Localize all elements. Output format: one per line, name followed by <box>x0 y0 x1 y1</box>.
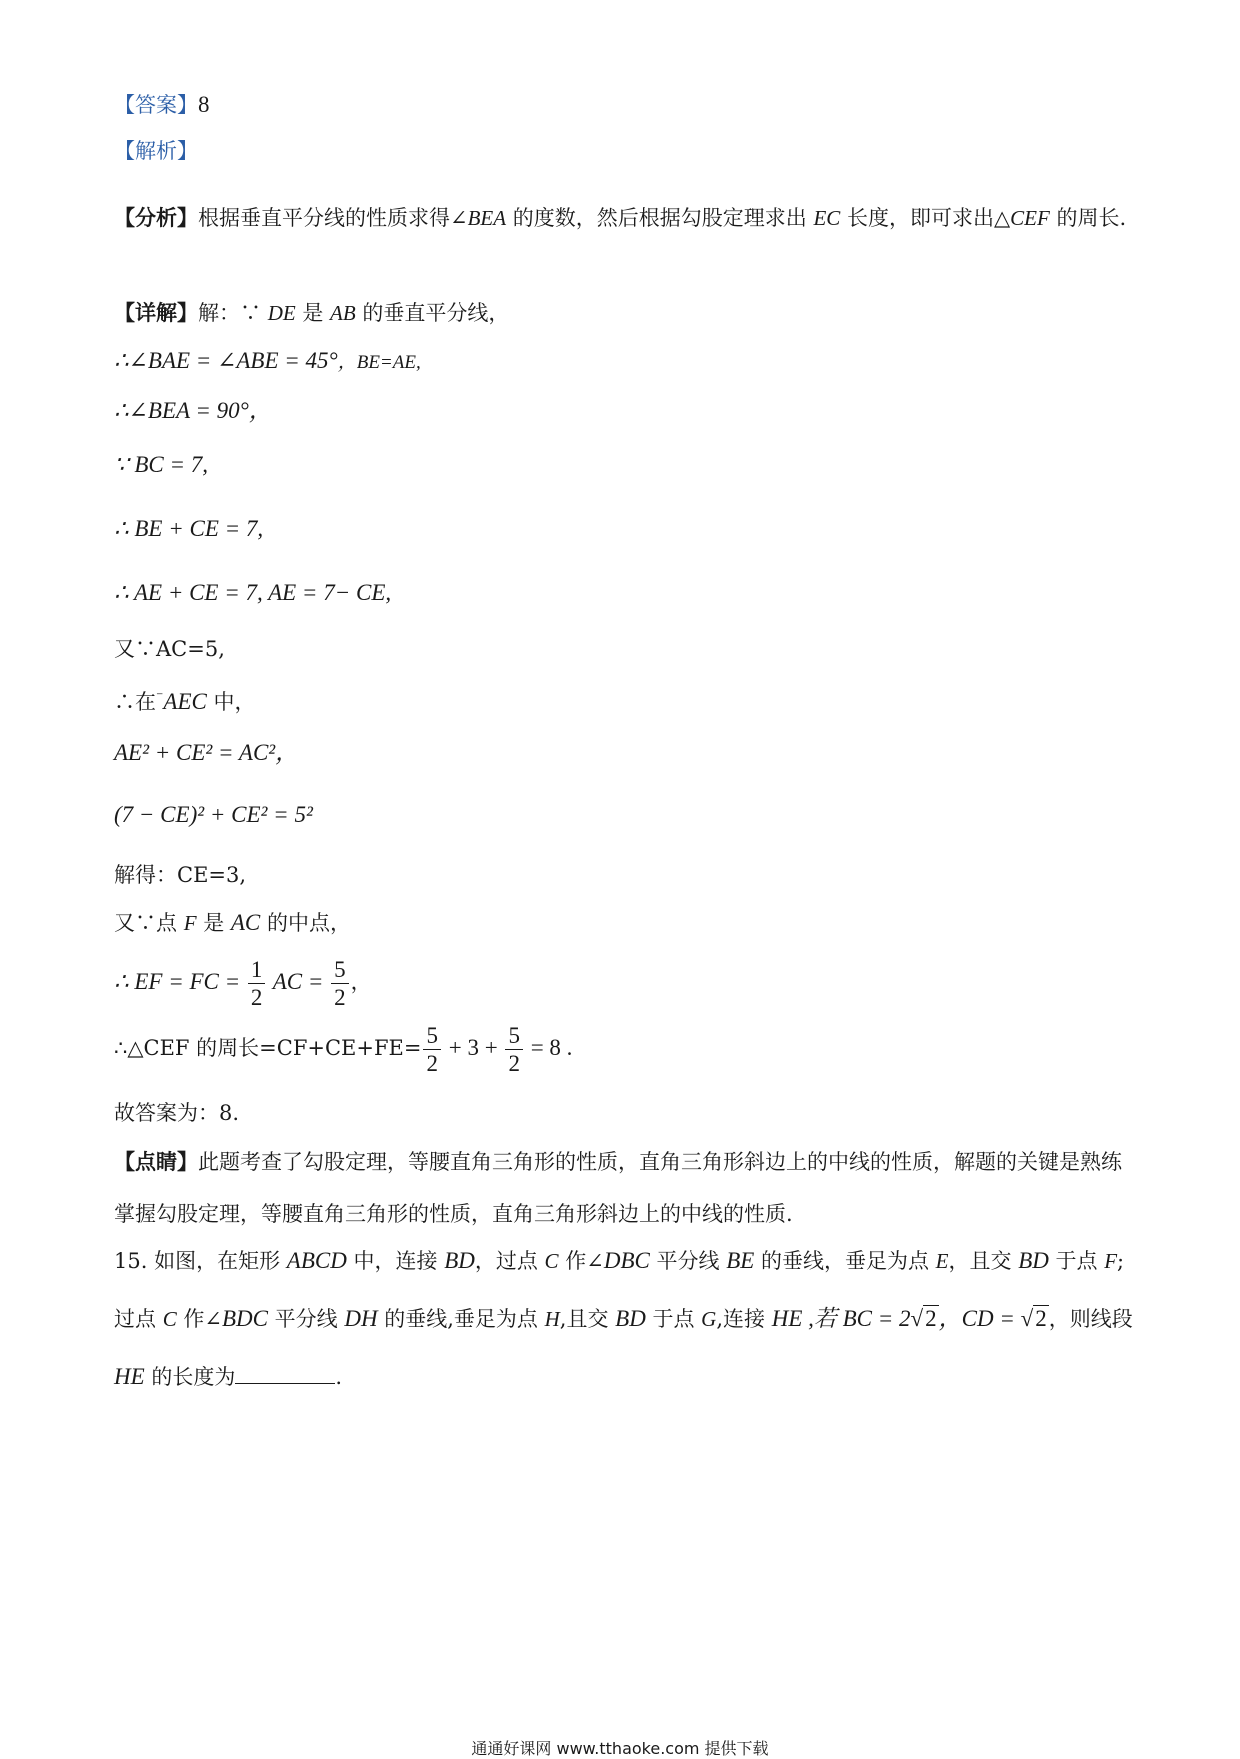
q-text: ，则线段 <box>1048 1307 1133 1331</box>
detail-line-5: ∴ AE + CE = 7, AE = 7− CE, <box>114 580 392 605</box>
var-f: F <box>183 911 197 935</box>
q-text: 作∠ <box>558 1249 604 1273</box>
var-bd: BD <box>615 1306 646 1331</box>
in-text: 中， <box>206 690 256 714</box>
eq-ef-fc: ∴ EF = FC = <box>114 969 246 994</box>
var-bd: BD <box>1018 1248 1049 1273</box>
var-he: HE <box>114 1364 145 1389</box>
equals-eight: = 8 . <box>524 1035 573 1060</box>
var-dh: DH <box>344 1306 378 1331</box>
detail-line-8: AE² + CE² = AC²， <box>114 740 299 765</box>
eq-bc: ,若 BC = 2 <box>802 1306 911 1331</box>
eq-be-ae: ，BE=AE, <box>337 352 421 373</box>
detail-var-de: DE <box>267 301 296 325</box>
answer-value: 8 <box>198 92 210 117</box>
detail-intro <box>114 298 509 328</box>
detail-line-4: ∴ BE + CE = 7, <box>114 516 264 541</box>
q-text: 的长度为 <box>144 1365 236 1389</box>
q-text: 的垂线,垂足为点 <box>377 1307 545 1331</box>
question-15 <box>114 1232 1134 1406</box>
q-text: 于点 <box>1048 1249 1105 1273</box>
sqrt-2: √2 <box>1020 1306 1047 1331</box>
fenxi-text-1: 根据垂直平分线的性质求得∠ <box>198 206 468 230</box>
detail-line-7: ∴在⁻AEC 中， <box>114 689 256 714</box>
q-text: ,且交 <box>559 1307 616 1331</box>
fraction-half <box>248 958 266 1009</box>
eq-ac: AC = <box>267 969 330 994</box>
q-text: 于点 <box>645 1307 702 1331</box>
detail-line-12 <box>114 952 372 1012</box>
eq-angles-45: ∴∠BAE = ∠ABE = 45° <box>114 348 338 373</box>
detail-intro-text: 解：∵ <box>198 301 268 325</box>
analysis-tag: 【解析】 <box>114 139 198 163</box>
q-text: 如图，在矩形 <box>147 1249 287 1273</box>
var-be: BE <box>726 1248 755 1273</box>
detail-line-14: 故答案为：8. <box>114 1101 240 1125</box>
detail-line-1 <box>114 346 421 378</box>
detail-var-ab: AB <box>330 301 356 325</box>
comma: ， <box>350 970 372 994</box>
detail-line-13 <box>114 1018 572 1078</box>
frac-den: 2 <box>250 985 263 1010</box>
q-text: 的垂线，垂足为点 <box>754 1249 936 1273</box>
q-text: 作∠ <box>176 1307 222 1331</box>
plus-three: + 3 + <box>442 1035 504 1060</box>
var-he: HE <box>771 1306 803 1331</box>
dianjing-tag: 【点睛】 <box>114 1149 198 1174</box>
var-e: E <box>935 1249 949 1273</box>
triangle-aec: AEC <box>163 689 207 714</box>
frac-num: 5 <box>505 1024 523 1050</box>
q-text: 平分线 <box>649 1249 727 1273</box>
var-abcd: ABCD <box>286 1248 347 1273</box>
page-footer: 通通好课网 www.tthaoke.com 提供下载 <box>471 1739 769 1758</box>
detail-line-10: 解得：CE=3, <box>114 863 247 887</box>
radicand: 2 <box>925 1306 937 1331</box>
q-text: . <box>335 1365 343 1389</box>
var-g: G <box>701 1307 717 1331</box>
frac-num: 5 <box>423 1024 441 1050</box>
midpoint-text-3: 的中点， <box>260 911 351 935</box>
fenxi-var-ec: EC <box>813 206 841 230</box>
q-text: ，过点 <box>474 1249 545 1273</box>
answer-tag: 【答案】 <box>114 93 198 117</box>
q-text: ,连接 <box>716 1307 772 1331</box>
fenxi-text-2: 的度数，然后根据勾股定理求出 <box>506 206 814 230</box>
dianjing-text: 此题考查了勾股定理，等腰直角三角形的性质，直角三角形斜边上的中线的性质，解题的关键是熟练掌握勾股定理，等腰直角三角形的性质，直角三角形斜边上的中线的性质. <box>114 1150 1122 1226</box>
frac-num: 5 <box>331 958 349 984</box>
fenxi-var-bea: BEA <box>467 206 507 230</box>
sqrt-2: √2 <box>910 1306 937 1331</box>
detail-line-3: ∵ BC = 7, <box>114 452 209 477</box>
frac-den: 2 <box>334 985 346 1010</box>
dianjing-paragraph <box>114 1136 1134 1240</box>
var-c: C <box>162 1307 177 1331</box>
midpoint-text-1: 又∵点 <box>114 911 184 935</box>
frac-den: 2 <box>426 1051 438 1076</box>
detail-tag: 【详解】 <box>114 300 198 325</box>
var-dbc: DBC <box>603 1248 650 1273</box>
detail-line-9: (7 − CE)² + CE² = 5² <box>114 802 313 827</box>
analysis-paragraph <box>114 192 1134 244</box>
q-text: 中，连接 <box>346 1249 445 1273</box>
frac-den: 2 <box>508 1051 520 1076</box>
frac-num: 1 <box>248 958 266 984</box>
var-ac: AC <box>230 910 261 935</box>
fenxi-text-4: 的周长. <box>1049 206 1127 230</box>
q-text: ，且交 <box>948 1249 1019 1273</box>
eq-cd: ，CD = <box>938 1306 1021 1331</box>
detail-line-6: 又∵AC=5, <box>114 637 225 661</box>
q-text: 平分线 <box>267 1307 345 1331</box>
midpoint-text-2: 是 <box>196 911 231 935</box>
var-f: F <box>1104 1249 1118 1273</box>
var-c: C <box>544 1249 559 1273</box>
detail-is: 是 <box>295 301 331 325</box>
q-text: ;过点 <box>114 1249 1125 1331</box>
var-h: H <box>544 1307 560 1331</box>
fenxi-var-cef: CEF <box>1010 206 1050 230</box>
fenxi-tag: 【分析】 <box>114 205 198 230</box>
fraction-five-halves <box>423 1024 441 1075</box>
detail-line-11 <box>114 908 351 938</box>
detail-line-2: ∴∠BEA = 90°， <box>114 398 272 423</box>
question-number: 15. <box>114 1249 148 1273</box>
answer-line <box>114 90 210 120</box>
answer-blank[interactable] <box>235 1363 335 1384</box>
fraction-five-halves <box>331 958 349 1009</box>
detail-intro-end: 的垂直平分线， <box>355 301 510 325</box>
var-bd: BD <box>444 1248 475 1273</box>
fraction-five-halves <box>505 1024 523 1075</box>
radicand: 2 <box>1035 1306 1047 1331</box>
perimeter-text: ∴△CEF 的周长=CF+CE+FE= <box>114 1036 422 1060</box>
in-triangle-text: ∴在 <box>114 690 156 714</box>
fenxi-text-3: 长度，即可求出△ <box>840 206 1011 230</box>
var-bdc: BDC <box>221 1306 268 1331</box>
